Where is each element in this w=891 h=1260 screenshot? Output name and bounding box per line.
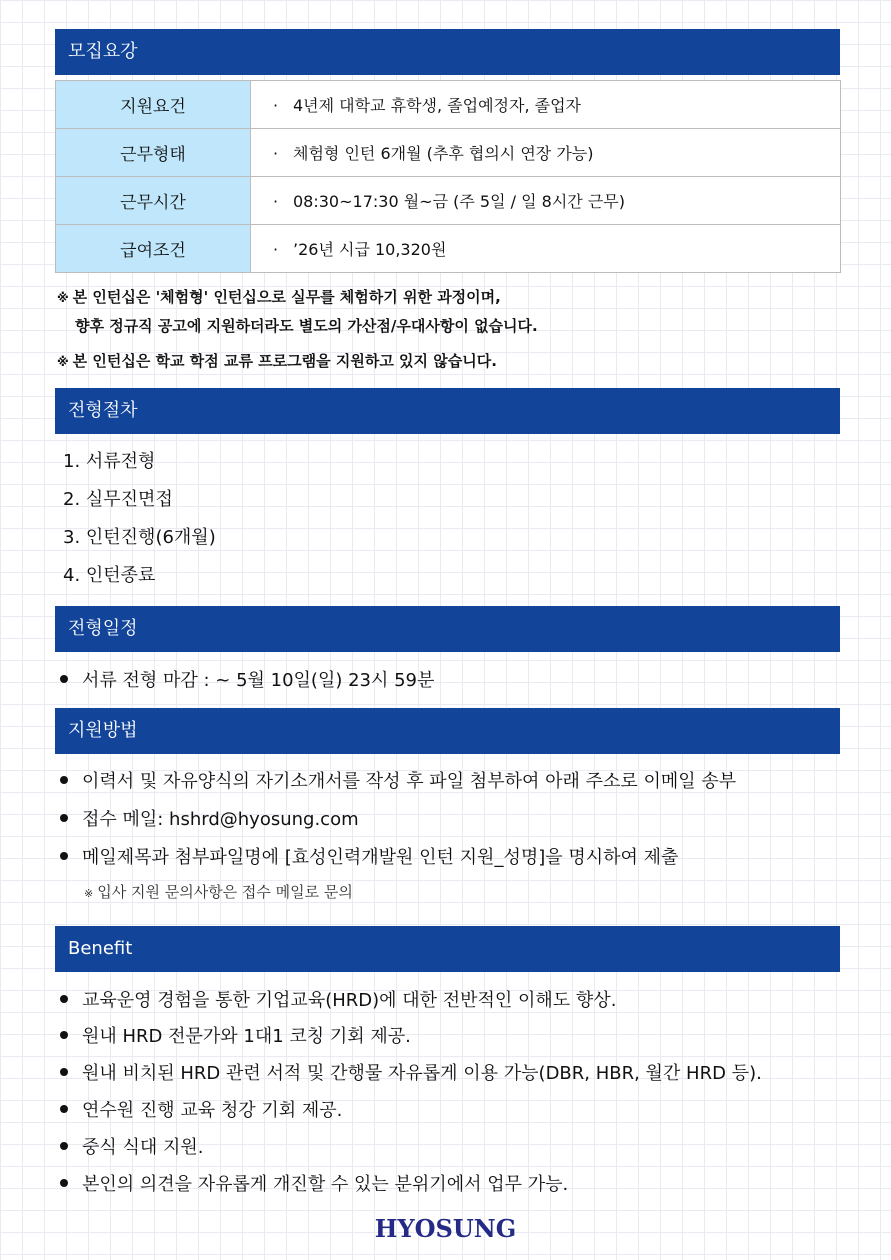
bullet-icon bbox=[60, 1105, 68, 1113]
list-item bbox=[60, 843, 678, 869]
list-item bbox=[60, 986, 616, 1012]
bullet-dot: · bbox=[273, 144, 279, 163]
list-item-text: 연수원 진행 교육 청강 기회 제공. bbox=[82, 1100, 343, 1121]
list-item-text: 중식 식대 지원. bbox=[82, 1137, 204, 1158]
requirement-text: 08:30~17:30 월~금 (주 5일 / 일 8시간 근무) bbox=[293, 192, 625, 211]
list-item-text: 교육운영 경험을 통한 기업교육(HRD)에 대한 전반적인 이해도 향상. bbox=[82, 990, 617, 1011]
bullet-icon bbox=[60, 1031, 68, 1039]
requirement-label: 급여조건 bbox=[56, 225, 251, 273]
section-header-apply: 지원방법 bbox=[55, 708, 840, 754]
section-header-benefit: Benefit bbox=[55, 926, 840, 972]
requirement-label: 근무형태 bbox=[56, 129, 251, 177]
process-step: 2. 실무진면접 bbox=[63, 489, 173, 510]
list-item-text: 원내 HRD 전문가와 1대1 코칭 기회 제공. bbox=[82, 1026, 411, 1047]
requirement-value bbox=[251, 81, 841, 129]
notice-text: 본 인턴십은 '체험형' 인턴십으로 실무를 체험하기 위한 과정이며, bbox=[72, 288, 501, 306]
requirement-label: 근무시간 bbox=[56, 177, 251, 225]
reference-mark-icon: ※ bbox=[57, 291, 69, 305]
list-item bbox=[60, 1170, 568, 1196]
bullet-icon bbox=[60, 852, 68, 860]
requirements-table bbox=[55, 80, 841, 273]
bullet-icon bbox=[60, 1142, 68, 1150]
requirement-text: 체험형 인턴 6개월 (추후 협의시 연장 가능) bbox=[293, 144, 594, 163]
list-item-text: 본인의 의견을 자유롭게 개진할 수 있는 분위기에서 업무 가능. bbox=[82, 1174, 569, 1195]
bullet-icon bbox=[60, 675, 68, 683]
notice-text: 본 인턴십은 학교 학점 교류 프로그램을 지원하고 있지 않습니다. bbox=[72, 352, 497, 370]
list-item-text: 메일제목과 첨부파일명에 [효성인력개발원 인턴 지원_성명]을 명시하여 제출 bbox=[82, 847, 679, 868]
requirement-text: ’26년 시급 10,320원 bbox=[293, 240, 447, 259]
list-item bbox=[60, 805, 359, 831]
apply-note-text: 입사 지원 문의사항은 접수 메일로 문의 bbox=[97, 883, 353, 901]
table-row bbox=[56, 81, 841, 129]
notice-text: 향후 정규직 공고에 지원하더라도 별도의 가산점/우대사항이 없습니다. bbox=[75, 317, 538, 335]
bullet-dot: · bbox=[273, 96, 279, 115]
section-header-schedule: 전형일정 bbox=[55, 606, 840, 652]
bullet-icon bbox=[60, 814, 68, 822]
reference-mark-icon: ※ bbox=[57, 355, 69, 369]
bullet-icon bbox=[60, 1179, 68, 1187]
list-item bbox=[60, 1022, 411, 1048]
bullet-dot: · bbox=[273, 192, 279, 211]
requirement-value bbox=[251, 129, 841, 177]
requirement-label: 지원요건 bbox=[56, 81, 251, 129]
bullet-dot: · bbox=[273, 240, 279, 259]
section-header-process: 전형절차 bbox=[55, 388, 840, 434]
requirement-text: 4년제 대학교 휴학생, 졸업예정자, 졸업자 bbox=[293, 96, 581, 115]
list-item-text: 이력서 및 자유양식의 자기소개서를 작성 후 파일 첨부하여 아래 주소로 이메일 송부 bbox=[82, 771, 737, 792]
notice-line bbox=[57, 351, 497, 372]
notice-line bbox=[57, 287, 501, 308]
list-item bbox=[60, 1096, 342, 1122]
bullet-icon bbox=[60, 995, 68, 1003]
list-item-text: 서류 전형 마감 : ~ 5월 10일(일) 23시 59분 bbox=[82, 670, 435, 691]
list-item bbox=[60, 767, 736, 793]
bullet-icon bbox=[60, 776, 68, 784]
list-item bbox=[60, 1133, 204, 1159]
table-row bbox=[56, 177, 841, 225]
process-step: 1. 서류전형 bbox=[63, 451, 156, 472]
list-item-text: 접수 메일: hshrd@hyosung.com bbox=[82, 809, 359, 830]
section-header-recruit: 모집요강 bbox=[55, 29, 840, 75]
table-row bbox=[56, 129, 841, 177]
reference-mark-icon: ※ bbox=[84, 887, 94, 900]
process-step: 3. 인턴진행(6개월) bbox=[63, 527, 216, 548]
bullet-icon bbox=[60, 1068, 68, 1076]
list-item-text: 원내 비치된 HRD 관련 서적 및 간행물 자유롭게 이용 가능(DBR, HBR, 월간 HRD 등). bbox=[82, 1063, 762, 1084]
requirement-value bbox=[251, 225, 841, 273]
hyosung-logo: HYOSUNG bbox=[374, 1214, 517, 1243]
requirement-value bbox=[251, 177, 841, 225]
table-row bbox=[56, 225, 841, 273]
list-item bbox=[60, 1059, 762, 1085]
apply-note bbox=[84, 881, 353, 902]
list-item bbox=[60, 666, 434, 692]
process-step: 4. 인턴종료 bbox=[63, 565, 156, 586]
